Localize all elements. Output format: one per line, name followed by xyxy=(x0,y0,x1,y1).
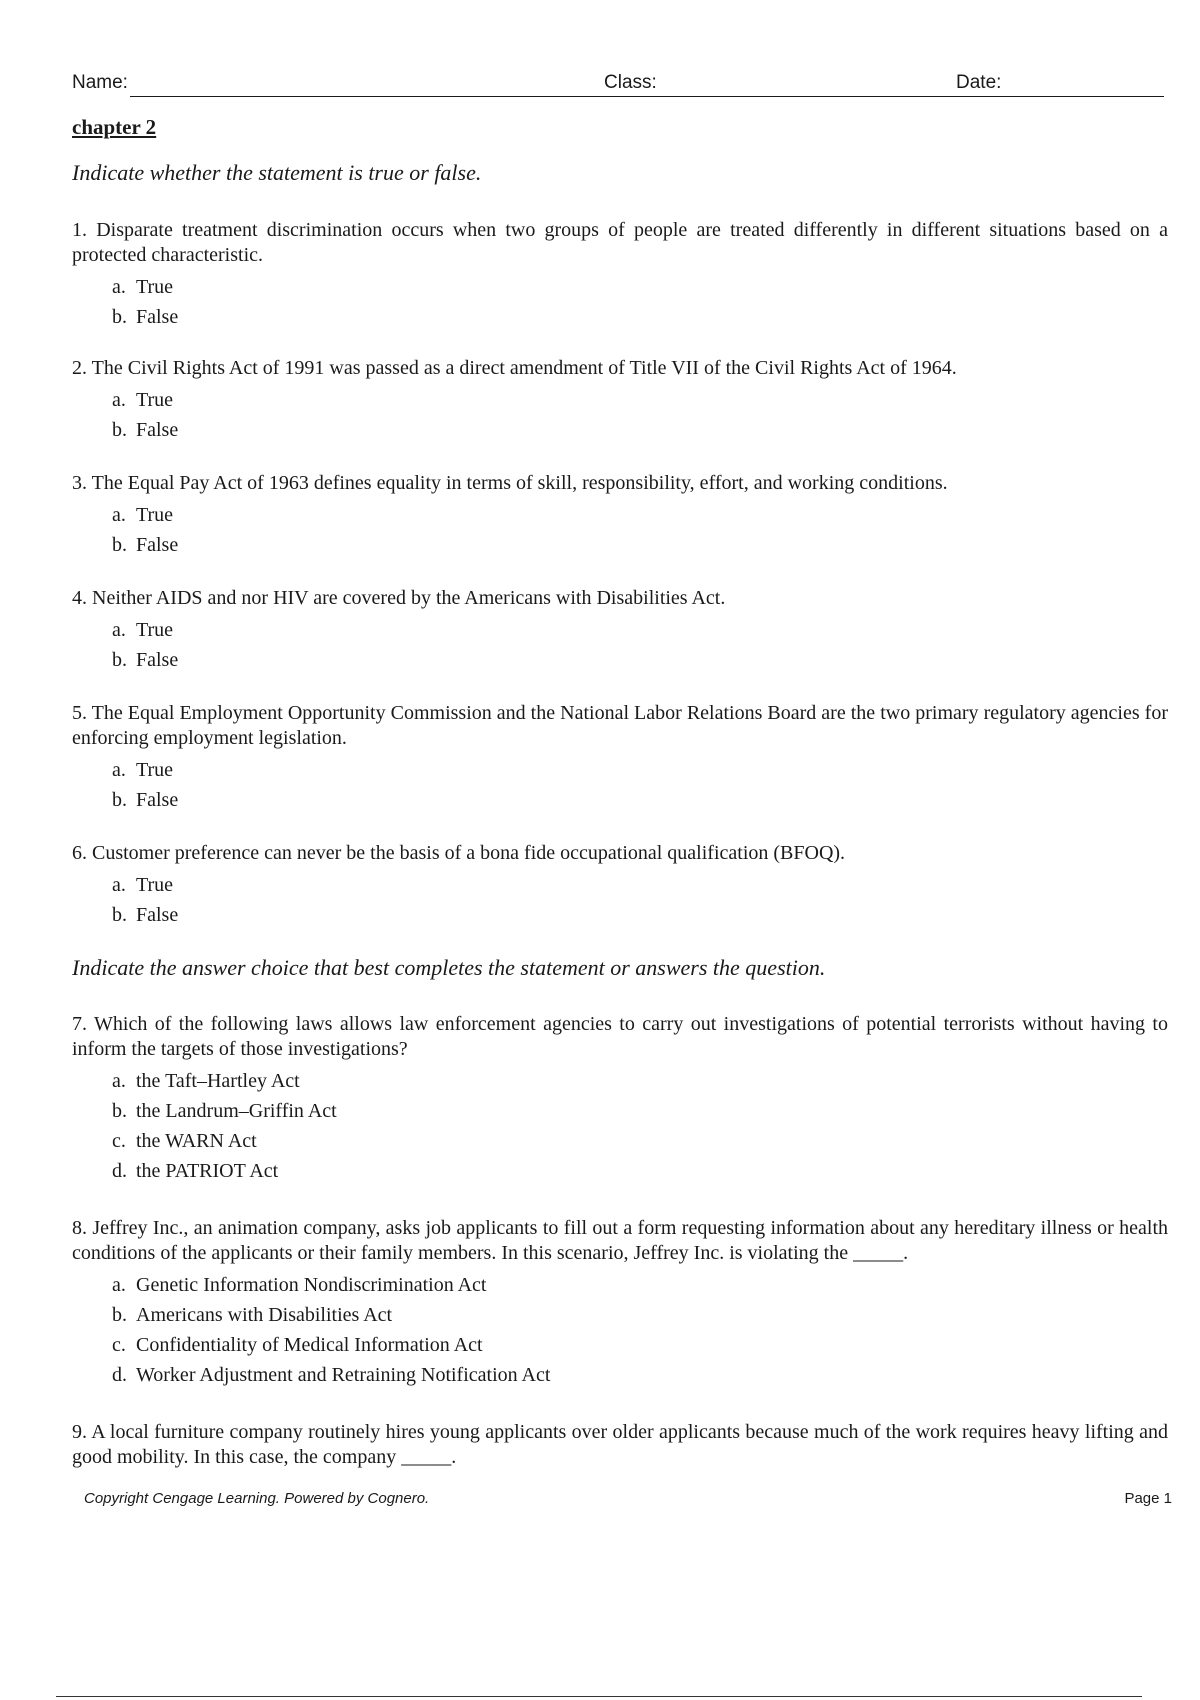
question-text: 8. Jeffrey Inc., an animation company, asks job applicants to fill out a form requesting information about any hereditary illness or health conditions of the applicants or their family members. In this scenario, Jeffrey Inc. is violating the _____. xyxy=(72,1217,1168,1264)
option-text: the Landrum–Griffin Act xyxy=(136,1100,337,1122)
answer-option[interactable] xyxy=(112,1096,1168,1126)
question-item xyxy=(72,586,1168,675)
option-text: True xyxy=(136,874,174,896)
answer-options xyxy=(112,615,1168,675)
option-text: False xyxy=(136,789,179,811)
option-text: True xyxy=(136,759,174,781)
answer-option[interactable] xyxy=(112,1330,1168,1360)
bottom-rule xyxy=(56,1696,1142,1697)
answer-options xyxy=(112,500,1168,560)
chapter-title: chapter 2 xyxy=(72,115,157,139)
question-text: 3. The Equal Pay Act of 1963 defines equality in terms of skill, responsibility, effort, and working conditions. xyxy=(72,472,948,494)
option-text: False xyxy=(136,306,179,328)
question-text: 4. Neither AIDS and nor HIV are covered by the Americans with Disabilities Act. xyxy=(72,587,726,609)
question-item xyxy=(72,471,1168,560)
question-text: 7. Which of the following laws allows law enforcement agencies to carry out investigations of potential terrorists without having to inform the targets of those investigations? xyxy=(72,1013,1168,1060)
question-text: 9. A local furniture company routinely hires young applicants over older applicants because much of the work requires heavy lifting and good mobility. In this case, the company _____. xyxy=(72,1421,1168,1468)
question-item xyxy=(72,218,1168,332)
option-text: Americans with Disabilities Act xyxy=(136,1304,393,1326)
option-letter: c. xyxy=(112,1334,126,1356)
answer-options xyxy=(112,385,1168,445)
option-letter: a. xyxy=(112,389,126,411)
answer-option[interactable] xyxy=(112,1066,1168,1096)
answer-option[interactable] xyxy=(112,1270,1168,1300)
option-letter: a. xyxy=(112,504,126,526)
option-text: True xyxy=(136,504,174,526)
answer-option[interactable] xyxy=(112,615,1168,645)
answer-option[interactable] xyxy=(112,302,1168,332)
option-text: the PATRIOT Act xyxy=(136,1160,279,1182)
answer-option[interactable] xyxy=(112,272,1168,302)
option-letter: b. xyxy=(112,1100,127,1122)
option-text: False xyxy=(136,904,179,926)
option-letter: c. xyxy=(112,1130,126,1152)
option-letter: b. xyxy=(112,1304,127,1326)
section-instruction-multiple-choice: Indicate the answer choice that best completes the statement or answers the question. xyxy=(72,955,826,980)
option-letter: a. xyxy=(112,759,126,781)
option-letter: b. xyxy=(112,649,127,671)
answer-option[interactable] xyxy=(112,1300,1168,1330)
option-letter: b. xyxy=(112,419,127,441)
option-letter: a. xyxy=(112,619,126,641)
date-field[interactable] xyxy=(1006,96,1164,97)
answer-option[interactable] xyxy=(112,1126,1168,1156)
option-letter: a. xyxy=(112,1070,126,1092)
answer-option[interactable] xyxy=(112,900,1168,930)
answer-option[interactable] xyxy=(112,870,1168,900)
answer-options xyxy=(112,1066,1168,1186)
option-text: False xyxy=(136,534,179,556)
option-letter: a. xyxy=(112,1274,126,1296)
question-item xyxy=(72,701,1168,815)
option-text: Genetic Information Nondiscrimination Act xyxy=(136,1274,487,1296)
option-text: Confidentiality of Medical Information Act xyxy=(136,1334,483,1356)
question-text: 6. Customer preference can never be the basis of a bona fide occupational qualification (BFOQ). xyxy=(72,842,846,864)
answer-option[interactable] xyxy=(112,530,1168,560)
question-text: 5. The Equal Employment Opportunity Commission and the National Labor Relations Board are the two primary regulatory agencies for enforcing employment legislation. xyxy=(72,702,1168,749)
class-label: Class: xyxy=(604,72,657,93)
option-text: True xyxy=(136,276,174,298)
question-item xyxy=(72,356,1168,445)
option-text: False xyxy=(136,649,179,671)
answer-option[interactable] xyxy=(112,500,1168,530)
date-label: Date: xyxy=(956,72,1002,93)
footer-copyright: Copyright Cengage Learning. Powered by Cognero. xyxy=(84,1490,430,1507)
name-label: Name: xyxy=(72,72,128,93)
option-letter: b. xyxy=(112,789,127,811)
answer-options xyxy=(112,272,1168,332)
option-letter: b. xyxy=(112,534,127,556)
answer-option[interactable] xyxy=(112,415,1168,445)
class-field[interactable] xyxy=(662,96,1020,97)
answer-options xyxy=(112,870,1168,930)
answer-options xyxy=(112,755,1168,815)
answer-option[interactable] xyxy=(112,1360,1168,1390)
answer-option[interactable] xyxy=(112,385,1168,415)
option-letter: d. xyxy=(112,1364,127,1386)
header-row xyxy=(72,72,1164,100)
answer-option[interactable] xyxy=(112,645,1168,675)
question-item xyxy=(72,841,1168,930)
option-text: False xyxy=(136,419,179,441)
option-letter: b. xyxy=(112,306,127,328)
answer-option[interactable] xyxy=(112,785,1168,815)
answer-option[interactable] xyxy=(112,755,1168,785)
option-letter: d. xyxy=(112,1160,127,1182)
question-item xyxy=(72,1216,1168,1390)
section-instruction-true-false: Indicate whether the statement is true or false. xyxy=(72,160,482,185)
answer-option[interactable] xyxy=(112,1156,1168,1186)
option-text: True xyxy=(136,389,174,411)
option-letter: b. xyxy=(112,904,127,926)
name-field[interactable] xyxy=(130,96,668,97)
question-text: 2. The Civil Rights Act of 1991 was passed as a direct amendment of Title VII of the Civil Rights Act of 1964. xyxy=(72,357,957,379)
page-number: Page 1 xyxy=(1124,1490,1172,1507)
option-text: the WARN Act xyxy=(136,1130,257,1152)
option-text: the Taft–Hartley Act xyxy=(136,1070,300,1092)
question-item xyxy=(72,1420,1168,1470)
question-text: 1. Disparate treatment discrimination occurs when two groups of people are treated differently in different situations based on a protected characteristic. xyxy=(72,219,1168,266)
option-text: True xyxy=(136,619,174,641)
answer-options xyxy=(112,1270,1168,1390)
option-text: Worker Adjustment and Retraining Notification Act xyxy=(136,1364,551,1386)
option-letter: a. xyxy=(112,874,126,896)
question-item xyxy=(72,1012,1168,1186)
option-letter: a. xyxy=(112,276,126,298)
